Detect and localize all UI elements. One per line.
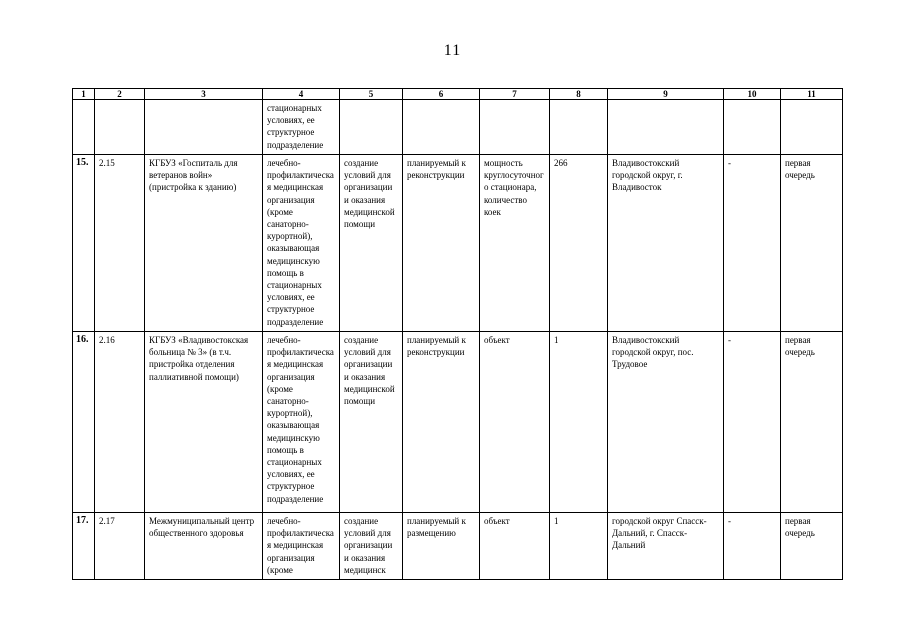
cell-value bbox=[550, 100, 608, 155]
cell-num: 16. bbox=[73, 332, 95, 513]
cell-profile: лечебно-профилактическая медицинская организация (кроме bbox=[263, 513, 340, 580]
column-header: 11 bbox=[781, 89, 843, 100]
column-header: 6 bbox=[403, 89, 480, 100]
cell-value: 266 bbox=[550, 155, 608, 332]
cell-purpose bbox=[340, 100, 403, 155]
cell-code: 2.16 bbox=[95, 332, 145, 513]
column-header: 8 bbox=[550, 89, 608, 100]
cell-zone: - bbox=[724, 155, 781, 332]
cell-num: 15. bbox=[73, 155, 95, 332]
cell-purpose: создание условий для организации и оказания медицинской помощи bbox=[340, 332, 403, 513]
cell-stage: первая очередь bbox=[781, 332, 843, 513]
cell-status bbox=[403, 100, 480, 155]
cell-status: планируемый к размещению bbox=[403, 513, 480, 580]
cell-parameter: объект bbox=[480, 513, 550, 580]
cell-purpose: создание условий для организации и оказания медицинск bbox=[340, 513, 403, 580]
table-row bbox=[73, 155, 843, 332]
cell-parameter: мощность круглосуточного стационара, количество коек bbox=[480, 155, 550, 332]
cell-zone: - bbox=[724, 513, 781, 580]
cell-zone bbox=[724, 100, 781, 155]
cell-code: 2.15 bbox=[95, 155, 145, 332]
column-header: 3 bbox=[145, 89, 263, 100]
cell-profile: лечебно-профилактическая медицинская организация (кроме санаторно-курортной), оказывающая медицинскую помощь в стационарных условиях, ее структурное подразделение bbox=[263, 332, 340, 513]
cell-code bbox=[95, 100, 145, 155]
cell-parameter bbox=[480, 100, 550, 155]
document-table bbox=[72, 88, 843, 580]
cell-value: 1 bbox=[550, 513, 608, 580]
cell-status: планируемый к реконструкции bbox=[403, 332, 480, 513]
cell-name bbox=[145, 100, 263, 155]
table-row bbox=[73, 100, 843, 155]
cell-location bbox=[608, 100, 724, 155]
table-row bbox=[73, 513, 843, 580]
table-row bbox=[73, 332, 843, 513]
cell-stage bbox=[781, 100, 843, 155]
column-header: 1 bbox=[73, 89, 95, 100]
cell-profile: стационарных условиях, ее структурное подразделение bbox=[263, 100, 340, 155]
cell-purpose: создание условий для организации и оказания медицинской помощи bbox=[340, 155, 403, 332]
cell-location: городской округ Спасск-Дальний, г. Спасск-Дальний bbox=[608, 513, 724, 580]
cell-stage: первая очередь bbox=[781, 155, 843, 332]
cell-num: 17. bbox=[73, 513, 95, 580]
column-header: 2 bbox=[95, 89, 145, 100]
cell-name: КГБУЗ «Госпиталь для ветеранов войн» (пристройка к зданию) bbox=[145, 155, 263, 332]
column-header: 5 bbox=[340, 89, 403, 100]
cell-parameter: объект bbox=[480, 332, 550, 513]
cell-location: Владивостокский городской округ, пос. Трудовое bbox=[608, 332, 724, 513]
cell-value: 1 bbox=[550, 332, 608, 513]
column-header: 9 bbox=[608, 89, 724, 100]
column-header: 7 bbox=[480, 89, 550, 100]
cell-stage: первая очередь bbox=[781, 513, 843, 580]
cell-location: Владивостокский городской округ, г. Владивосток bbox=[608, 155, 724, 332]
cell-status: планируемый к реконструкции bbox=[403, 155, 480, 332]
cell-profile: лечебно-профилактическая медицинская организация (кроме санаторно-курортной), оказывающая медицинскую помощь в стационарных условиях, ее структурное подразделение bbox=[263, 155, 340, 332]
column-header: 4 bbox=[263, 89, 340, 100]
cell-name: КГБУЗ «Владивостокская больница № 3» (в т.ч. пристройка отделения паллиативной помощи) bbox=[145, 332, 263, 513]
cell-name: Межмуниципальный центр общественного здоровья bbox=[145, 513, 263, 580]
table-header-row bbox=[73, 89, 843, 100]
page-number: 11 bbox=[443, 42, 462, 59]
cell-code: 2.17 bbox=[95, 513, 145, 580]
cell-zone: - bbox=[724, 332, 781, 513]
cell-num bbox=[73, 100, 95, 155]
column-header: 10 bbox=[724, 89, 781, 100]
